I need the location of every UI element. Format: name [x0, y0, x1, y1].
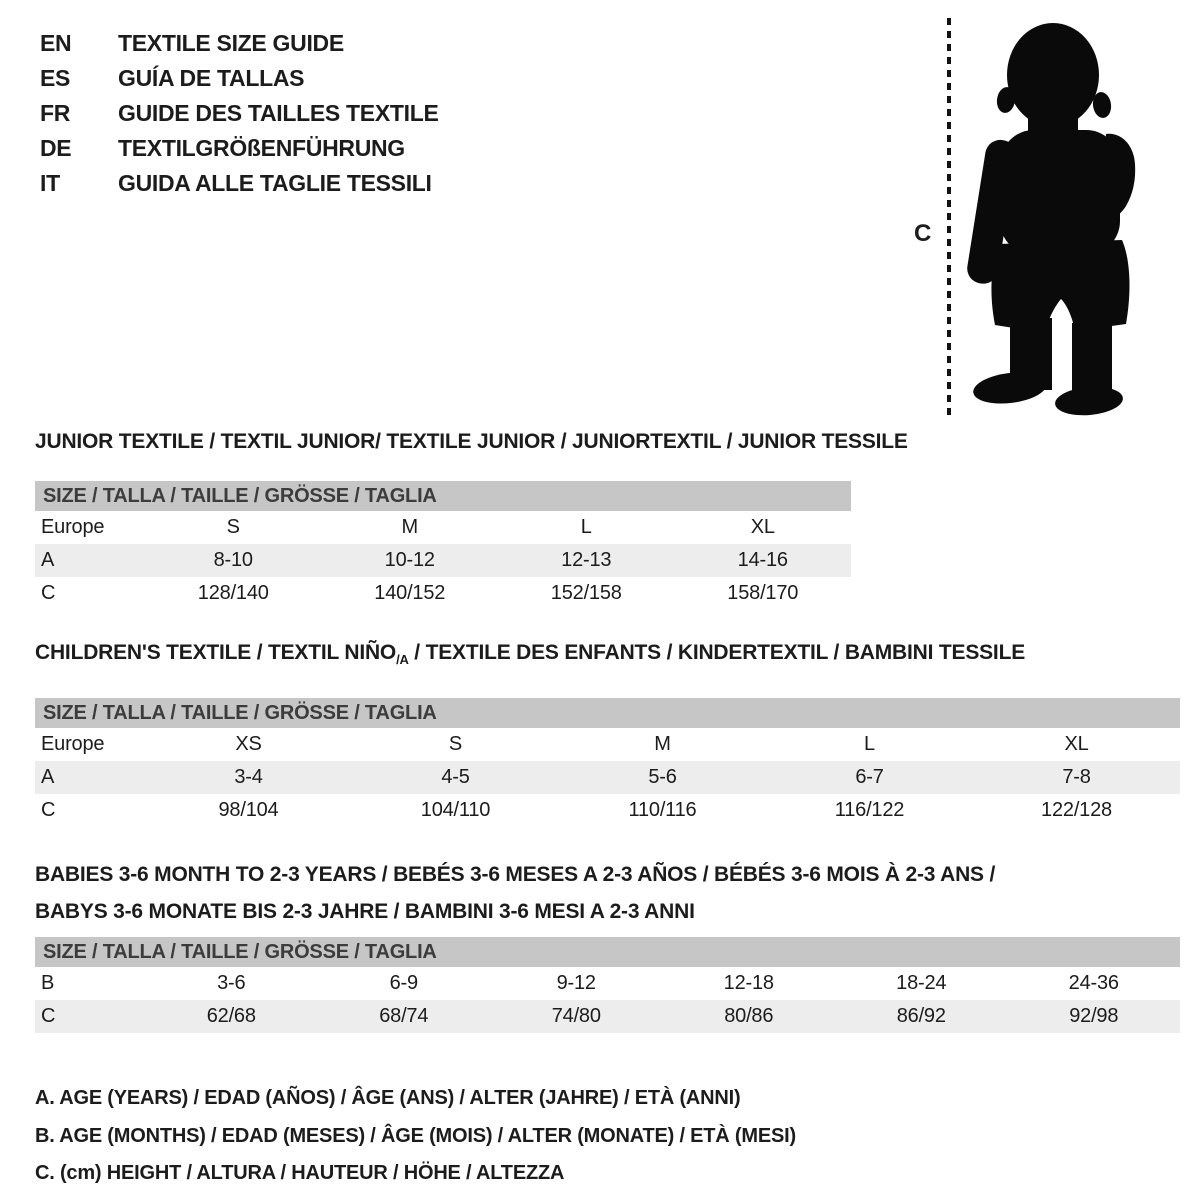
age-cell: 6-7 — [855, 766, 884, 789]
language-label: GUIDE DES TAILLES TEXTILE — [118, 100, 439, 126]
babies-section-title — [35, 856, 1180, 930]
junior-section-title: JUNIOR TEXTILE / TEXTIL JUNIOR/ TEXTILE JUNIOR / JUNIORTEXTIL / JUNIOR TESSILE — [35, 430, 908, 453]
junior-size-table — [35, 481, 851, 610]
language-label: GUÍA DE TALLAS — [118, 65, 305, 91]
table-row-height — [35, 577, 851, 610]
months-cell: 9-12 — [556, 972, 596, 995]
language-row-en — [40, 26, 439, 61]
footnote-age-months: B. AGE (MONTHS) / EDAD (MESES) / ÂGE (MOIS) / ALTER (MONATE) / ETÀ (MESI) — [35, 1124, 796, 1147]
height-cell: 80/86 — [724, 1005, 774, 1028]
age-cell: 3-4 — [234, 766, 263, 789]
children-table-header: SIZE / TALLA / TAILLE / GRÖSSE / TAGLIA — [35, 698, 1180, 728]
row-label: A — [41, 549, 55, 571]
language-label: GUIDA ALLE TAGLIE TESSILI — [118, 170, 432, 196]
table-row-age — [35, 544, 851, 577]
table-row-europe — [35, 511, 851, 544]
children-section-title — [35, 641, 1180, 672]
size-cell: M — [401, 516, 418, 538]
row-label: Europe — [41, 516, 105, 538]
age-cell: 7-8 — [1062, 766, 1091, 789]
age-cell: 14-16 — [737, 549, 788, 571]
months-cell: 18-24 — [896, 972, 947, 995]
size-cell: XL — [750, 516, 775, 538]
height-cell: 122/128 — [1041, 799, 1112, 822]
language-code: DE — [40, 135, 72, 161]
height-cell: 128/140 — [197, 582, 269, 604]
months-cell: 24-36 — [1068, 972, 1119, 995]
table-row-height — [35, 794, 1180, 827]
height-dashed-line — [947, 18, 951, 416]
height-cell: 92/98 — [1069, 1005, 1119, 1028]
table-row-height — [35, 1000, 1180, 1033]
table-row-months — [35, 967, 1180, 1000]
legend-footnotes — [35, 1080, 1180, 1193]
height-cell: 74/80 — [551, 1005, 601, 1028]
babies-title-line1: BABIES 3-6 MONTH TO 2-3 YEARS / BEBÉS 3-6 MESES A 2-3 AÑOS / BÉBÉS 3-6 MOIS À 2-3 ANS / — [35, 863, 996, 887]
height-cell: 116/122 — [834, 799, 905, 822]
size-tables-content — [35, 430, 1180, 1193]
babies-table-header: SIZE / TALLA / TAILLE / GRÖSSE / TAGLIA — [35, 937, 1180, 967]
language-row-es — [40, 61, 439, 96]
children-title-main: CHILDREN'S TEXTILE / TEXTIL NIÑO — [35, 641, 397, 664]
height-cell: 110/116 — [628, 799, 697, 822]
row-label: C — [41, 1005, 56, 1028]
height-cell: 158/170 — [727, 582, 799, 604]
size-cell: S — [448, 733, 463, 756]
size-cell: XS — [235, 733, 262, 756]
size-cell: L — [580, 516, 592, 538]
language-code: EN — [40, 30, 72, 56]
children-title-rest: / TEXTILE DES ENFANTS / KINDERTEXTIL / BAMBINI TESSILE — [408, 641, 1026, 664]
months-cell: 6-9 — [389, 972, 418, 995]
size-cell: XL — [1064, 733, 1089, 756]
size-cell: M — [654, 733, 671, 756]
table-row-europe — [35, 728, 1180, 761]
toddler-silhouette-icon — [960, 18, 1140, 418]
language-code: ES — [40, 65, 71, 91]
months-cell: 3-6 — [217, 972, 246, 995]
age-cell: 4-5 — [441, 766, 470, 789]
children-size-table — [35, 698, 1180, 827]
height-cell: 140/152 — [374, 582, 446, 604]
height-measure-figure — [900, 14, 1162, 426]
height-cell: 68/74 — [379, 1005, 429, 1028]
babies-title-line2: BABYS 3-6 MONATE BIS 2-3 JAHRE / BAMBINI 3-6 MESI A 2-3 ANNI — [35, 900, 695, 924]
height-cell: 152/158 — [550, 582, 622, 604]
language-label: TEXTILE SIZE GUIDE — [118, 30, 344, 56]
language-row-fr — [40, 96, 439, 131]
language-row-de — [40, 131, 439, 166]
row-label: Europe — [41, 733, 105, 756]
children-title-sub: /A — [396, 652, 409, 668]
size-cell: S — [226, 516, 240, 538]
language-code: FR — [40, 100, 71, 126]
measure-c-label: C — [914, 220, 932, 247]
age-cell: 5-6 — [648, 766, 677, 789]
junior-table-header: SIZE / TALLA / TAILLE / GRÖSSE / TAGLIA — [35, 481, 851, 511]
height-cell: 98/104 — [218, 799, 279, 822]
height-cell: 104/110 — [420, 799, 491, 822]
row-label: B — [41, 972, 55, 995]
language-code: IT — [40, 170, 60, 196]
footnote-age-years: A. AGE (YEARS) / EDAD (AÑOS) / ÂGE (ANS) / ALTER (JAHRE) / ETÀ (ANNI) — [35, 1087, 741, 1110]
language-list — [40, 26, 439, 201]
size-cell: L — [864, 733, 875, 756]
months-cell: 12-18 — [723, 972, 774, 995]
row-label: C — [41, 582, 56, 604]
language-row-it — [40, 166, 439, 201]
row-label: C — [41, 799, 56, 822]
footnote-height-cm: C. (cm) HEIGHT / ALTURA / HAUTEUR / HÖHE / ALTEZZA — [35, 1162, 565, 1185]
row-label: A — [41, 766, 55, 789]
age-cell: 12-13 — [561, 549, 612, 571]
height-cell: 62/68 — [206, 1005, 256, 1028]
babies-size-table — [35, 937, 1180, 1033]
language-label: TEXTILGRÖßENFÜHRUNG — [118, 135, 405, 161]
age-cell: 10-12 — [384, 549, 435, 571]
table-row-age — [35, 761, 1180, 794]
age-cell: 8-10 — [213, 549, 253, 571]
height-cell: 86/92 — [896, 1005, 946, 1028]
